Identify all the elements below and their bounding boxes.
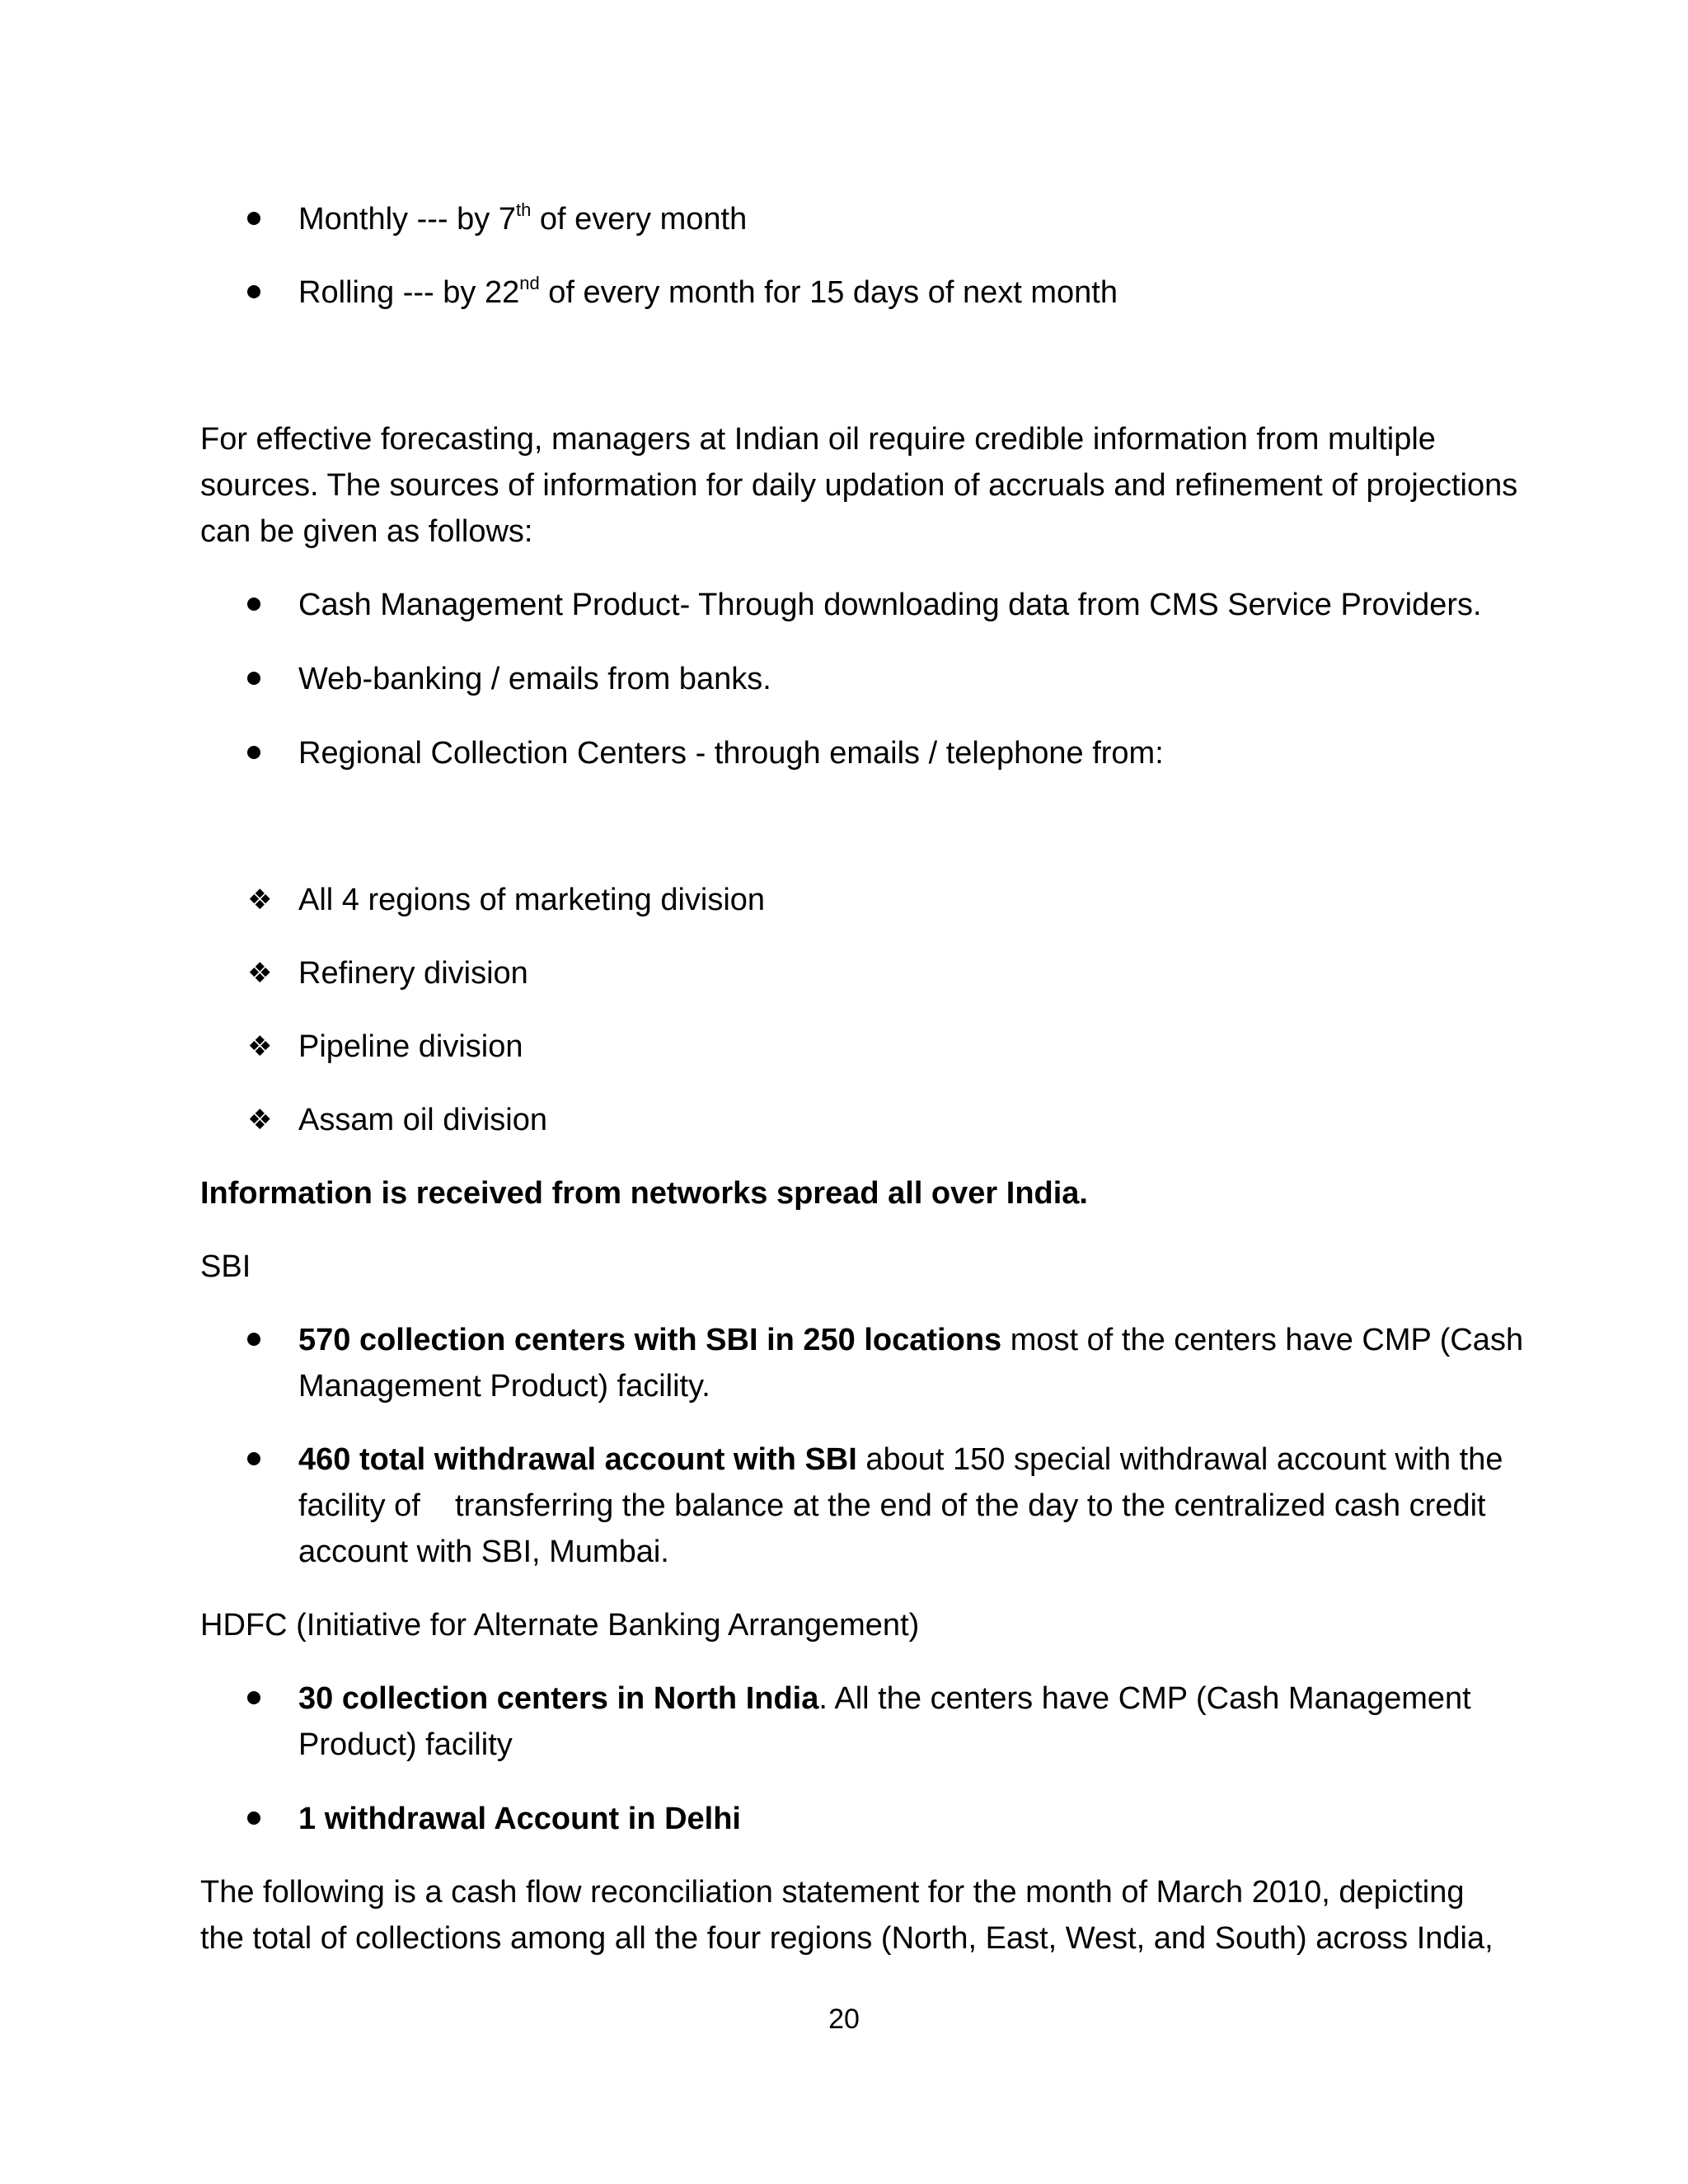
bullet-dot-icon bbox=[247, 672, 260, 685]
sbi-item-2-rest: about 150 special withdrawal account with the bbox=[856, 1442, 1503, 1477]
source-item-cms: Cash Management Product- Through downloading data from CMS Service Providers. bbox=[298, 588, 1482, 622]
closing-line-1: The following is a cash flow reconciliation statement for the month of March 2010, depicting bbox=[200, 1875, 1465, 1910]
sbi-label: SBI bbox=[200, 1249, 251, 1284]
bullet-dot-icon bbox=[247, 285, 260, 298]
bullet-dot-icon bbox=[247, 598, 260, 611]
division-item: All 4 regions of marketing division bbox=[298, 883, 766, 917]
monthly-sup: th bbox=[515, 199, 532, 220]
bullet-dot-icon bbox=[247, 1811, 260, 1825]
source-item-webbanking: Web-banking / emails from banks. bbox=[298, 662, 771, 696]
page-number: 20 bbox=[828, 2004, 860, 2035]
schedule-rolling bbox=[298, 273, 1118, 310]
sbi-item-2-line-2: facility of transferring the balance at the end of the day to the centralized cash credit bbox=[298, 1488, 1486, 1523]
bullet-dot-icon bbox=[247, 1333, 260, 1346]
intro-line-3: can be given as follows: bbox=[200, 514, 533, 549]
sbi-item-2 bbox=[298, 1444, 1503, 1475]
network-heading-text: Information is received from networks spread all over India. bbox=[200, 1176, 1088, 1211]
diamond-bullet-icon: ❖ bbox=[247, 883, 273, 916]
intro-line-2: sources. The sources of information for daily updation of accruals and refinement of projections bbox=[200, 468, 1518, 503]
network-heading bbox=[200, 1178, 1088, 1209]
closing-line-2: the total of collections among all the four regions (North, East, West, and South) across India, bbox=[200, 1921, 1493, 1956]
rolling-text-tail: of every month for 15 days of next month bbox=[539, 275, 1118, 310]
division-item: Refinery division bbox=[298, 956, 528, 991]
rolling-text: Rolling --- by 22 bbox=[298, 275, 520, 310]
sbi-item-1-bold: 570 collection centers with SBI in 250 locations bbox=[298, 1323, 1002, 1357]
bullet-dot-icon bbox=[247, 212, 260, 225]
sbi-item-2-line-3: account with SBI, Mumbai. bbox=[298, 1535, 669, 1569]
hdfc-item-1 bbox=[298, 1683, 1471, 1714]
sbi-item-2-bold: 460 total withdrawal account with SBI bbox=[298, 1442, 857, 1477]
hdfc-item-1-rest: . All the centers have CMP (Cash Management bbox=[818, 1681, 1471, 1716]
sbi-item-1-rest: most of the centers have CMP (Cash bbox=[1001, 1323, 1524, 1357]
bullet-dot-icon bbox=[247, 746, 260, 759]
hdfc-item-2-bold: 1 withdrawal Account in Delhi bbox=[298, 1802, 741, 1836]
bullet-dot-icon bbox=[247, 1452, 260, 1465]
sbi-item-1-line-2: Management Product) facility. bbox=[298, 1369, 710, 1404]
monthly-text-tail: of every month bbox=[531, 202, 748, 237]
diamond-bullet-icon: ❖ bbox=[247, 957, 273, 990]
hdfc-item-1-bold: 30 collection centers in North India bbox=[298, 1681, 819, 1716]
bullet-dot-icon bbox=[247, 1691, 260, 1704]
intro-line-1: For effective forecasting, managers at Indian oil require credible information from multiple bbox=[200, 422, 1436, 457]
sbi-item-1 bbox=[298, 1324, 1523, 1356]
monthly-text: Monthly --- by 7 bbox=[298, 202, 516, 237]
division-item: Pipeline division bbox=[298, 1029, 523, 1064]
hdfc-label: HDFC (Initiative for Alternate Banking Arrangement) bbox=[200, 1608, 920, 1643]
rolling-sup: nd bbox=[519, 273, 540, 293]
source-item-regional: Regional Collection Centers - through emails / telephone from: bbox=[298, 736, 1164, 771]
schedule-monthly bbox=[298, 199, 748, 237]
diamond-bullet-icon: ❖ bbox=[247, 1104, 273, 1137]
division-item: Assam oil division bbox=[298, 1103, 547, 1137]
hdfc-item-1-line-2: Product) facility bbox=[298, 1727, 513, 1762]
diamond-bullet-icon: ❖ bbox=[247, 1030, 273, 1063]
hdfc-item-2 bbox=[298, 1803, 741, 1835]
